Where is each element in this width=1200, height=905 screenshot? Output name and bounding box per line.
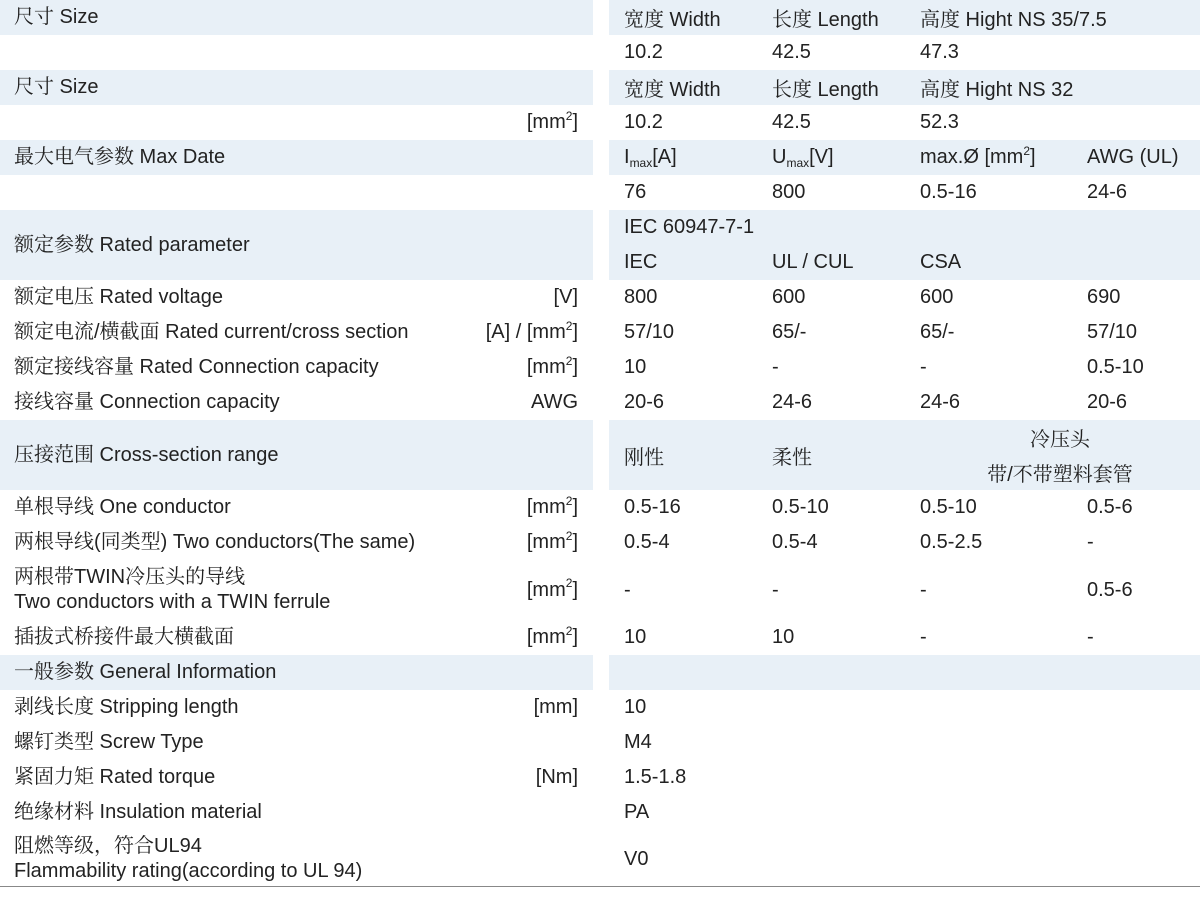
cell: 800 — [624, 286, 658, 308]
unit-label: [mm 2 ] — [526, 493, 578, 518]
length-header: 长度 Length — [772, 9, 879, 31]
rated-current-label: 额定电流/横截面 Rated current/cross section — [14, 321, 409, 343]
height-value: 47.3 — [920, 41, 959, 63]
size-ns32-values-row — [0, 105, 1200, 140]
cell: 20-6 — [1087, 391, 1128, 413]
cell: - — [920, 626, 927, 648]
cell: 10 — [772, 626, 795, 648]
length-value: 42.5 — [772, 111, 811, 133]
one-conductor-row — [0, 490, 1200, 525]
stripping-length-value: 10 — [624, 696, 647, 718]
cell: - — [920, 578, 927, 601]
max-data-label: 最大电气参数 Max Date — [14, 146, 226, 168]
unit-label: [A] / [mm 2 ] — [485, 318, 578, 343]
cell: 0.5-2.5 — [920, 531, 983, 553]
iec-standard: IEC 60947-7-1 — [624, 216, 755, 238]
screw-type-row — [0, 725, 1200, 760]
cell: 0.5-4 — [624, 531, 670, 553]
cell: 65/- — [920, 321, 955, 343]
unit-label: [mm 2 ] — [526, 353, 578, 378]
rated-current-row — [0, 315, 1200, 350]
ul-cul-header: UL / CUL — [772, 251, 854, 273]
cell: 0.5-6 — [1087, 578, 1133, 601]
rated-torque-value: 1.5-1.8 — [624, 766, 687, 788]
cell: 57/10 — [1087, 321, 1138, 343]
cell: 20-6 — [624, 391, 665, 413]
imax-header: I max [A] — [624, 146, 677, 170]
awg-value: 24-6 — [1087, 181, 1128, 203]
size-ns32-header-row — [0, 70, 1200, 105]
cell: 57/10 — [624, 321, 675, 343]
cell: 0.5-10 — [1087, 356, 1144, 378]
height-header: 高度 Hight NS 32 — [920, 79, 1074, 101]
rated-torque-label: 紧固力矩 Rated torque — [14, 766, 216, 788]
max-cross-header: max.Ø [mm 2 ] — [920, 143, 1036, 168]
width-header: 宽度 Width — [624, 79, 721, 101]
length-header: 长度 Length — [772, 79, 879, 101]
csa-header: CSA — [920, 251, 962, 273]
stripping-length-row — [0, 690, 1200, 725]
height-value: 52.3 — [920, 111, 959, 133]
insulation-material-value: PA — [624, 801, 650, 823]
cell: - — [920, 356, 927, 378]
rated-connection-row — [0, 350, 1200, 385]
two-conductors-twin-label: 两根带TWIN冷压头的导线 Two conductors with a TWIN ferrule — [14, 566, 331, 613]
unit-label: [mm 2 ] — [526, 576, 578, 601]
max-data-header-row — [0, 140, 1200, 175]
rigid-header: 刚性 — [624, 446, 664, 469]
insulation-material-label: 绝缘材料 Insulation material — [14, 801, 262, 823]
unit-label: [mm 2 ] — [526, 108, 578, 133]
stripping-length-label: 剥线长度 Stripping length — [14, 696, 239, 718]
cell: 10 — [624, 356, 647, 378]
plug-bridge-label: 插拔式桥接件最大横截面 — [14, 626, 234, 648]
rated-parameter-label: 额定参数 Rated parameter — [14, 233, 250, 256]
imax-value: 76 — [624, 181, 647, 203]
cross-section-range-row — [0, 420, 1200, 490]
cell: - — [1087, 626, 1094, 648]
flammability-value: V0 — [624, 847, 649, 870]
size-ns35-values-row — [0, 35, 1200, 70]
size-label: 尺寸 Size — [14, 6, 99, 28]
rated-torque-row — [0, 760, 1200, 795]
cell: - — [772, 578, 779, 601]
cross-section-range-label: 压接范围 Cross-section range — [14, 443, 279, 466]
size-ns35-header-row — [0, 0, 1200, 35]
cell: 24-6 — [772, 391, 813, 413]
rated-parameter-row — [0, 210, 1200, 280]
two-conductors-same-row — [0, 525, 1200, 560]
max-cross-value: 0.5-16 — [920, 181, 977, 203]
general-info-header-row — [0, 655, 1200, 690]
connection-capacity-label: 接线容量 Connection capacity — [14, 391, 280, 413]
cell: 0.5-10 — [920, 496, 977, 518]
plug-bridge-row — [0, 620, 1200, 655]
unit-label: [Nm] — [535, 766, 578, 788]
screw-type-value: M4 — [624, 731, 652, 753]
unit-label: [mm 2 ] — [526, 528, 578, 553]
cell: 0.5-16 — [624, 496, 681, 518]
cell: - — [624, 578, 631, 601]
cell: 600 — [772, 286, 806, 308]
flammability-label: 阻燃等级，符合UL94 Flammability rating(according to UL 94) — [14, 835, 363, 882]
flammability-row — [0, 830, 1200, 888]
cell: 600 — [920, 286, 954, 308]
general-info-label: 一般参数 General Information — [14, 661, 277, 683]
unit-label: AWG — [530, 391, 578, 413]
cell: 690 — [1087, 286, 1121, 308]
rated-voltage-label: 额定电压 Rated voltage — [14, 286, 223, 308]
umax-header: U max [V] — [772, 146, 834, 170]
rated-voltage-row — [0, 280, 1200, 315]
unit-label: [mm] — [533, 696, 578, 718]
height-header: 高度 Hight NS 35/7.5 — [920, 9, 1107, 31]
cell: 65/- — [772, 321, 807, 343]
cell: - — [1087, 531, 1094, 553]
width-value: 10.2 — [624, 111, 663, 133]
bottom-divider — [0, 886, 1200, 887]
unit-label: [V] — [553, 286, 578, 308]
cell: 24-6 — [920, 391, 961, 413]
flexible-header: 柔性 — [772, 446, 812, 469]
screw-type-label: 螺钉类型 Screw Type — [14, 731, 204, 753]
cell: 0.5-4 — [772, 531, 818, 553]
size-label: 尺寸 Size — [14, 76, 99, 98]
cell: 0.5-6 — [1087, 496, 1133, 518]
umax-value: 800 — [772, 181, 806, 203]
two-conductors-same-label: 两根导线(同类型) Two conductors(The same) — [14, 531, 416, 553]
one-conductor-label: 单根导线 One conductor — [14, 496, 231, 518]
rated-connection-label: 额定接线容量 Rated Connection capacity — [14, 356, 379, 378]
awg-header: AWG (UL) — [1087, 146, 1179, 168]
cell: 0.5-10 — [772, 496, 829, 518]
width-header: 宽度 Width — [624, 9, 721, 31]
max-data-values-row — [0, 175, 1200, 210]
two-conductors-twin-row — [0, 560, 1200, 620]
iec-header: IEC — [624, 251, 658, 273]
width-value: 10.2 — [624, 41, 663, 63]
connection-capacity-row — [0, 385, 1200, 420]
insulation-material-row — [0, 795, 1200, 830]
unit-label: [mm 2 ] — [526, 623, 578, 648]
cell: 10 — [624, 626, 647, 648]
cell: - — [772, 356, 779, 378]
length-value: 42.5 — [772, 41, 811, 63]
ferrule-header: 冷压头 带/不带塑料套管 — [987, 429, 1133, 486]
